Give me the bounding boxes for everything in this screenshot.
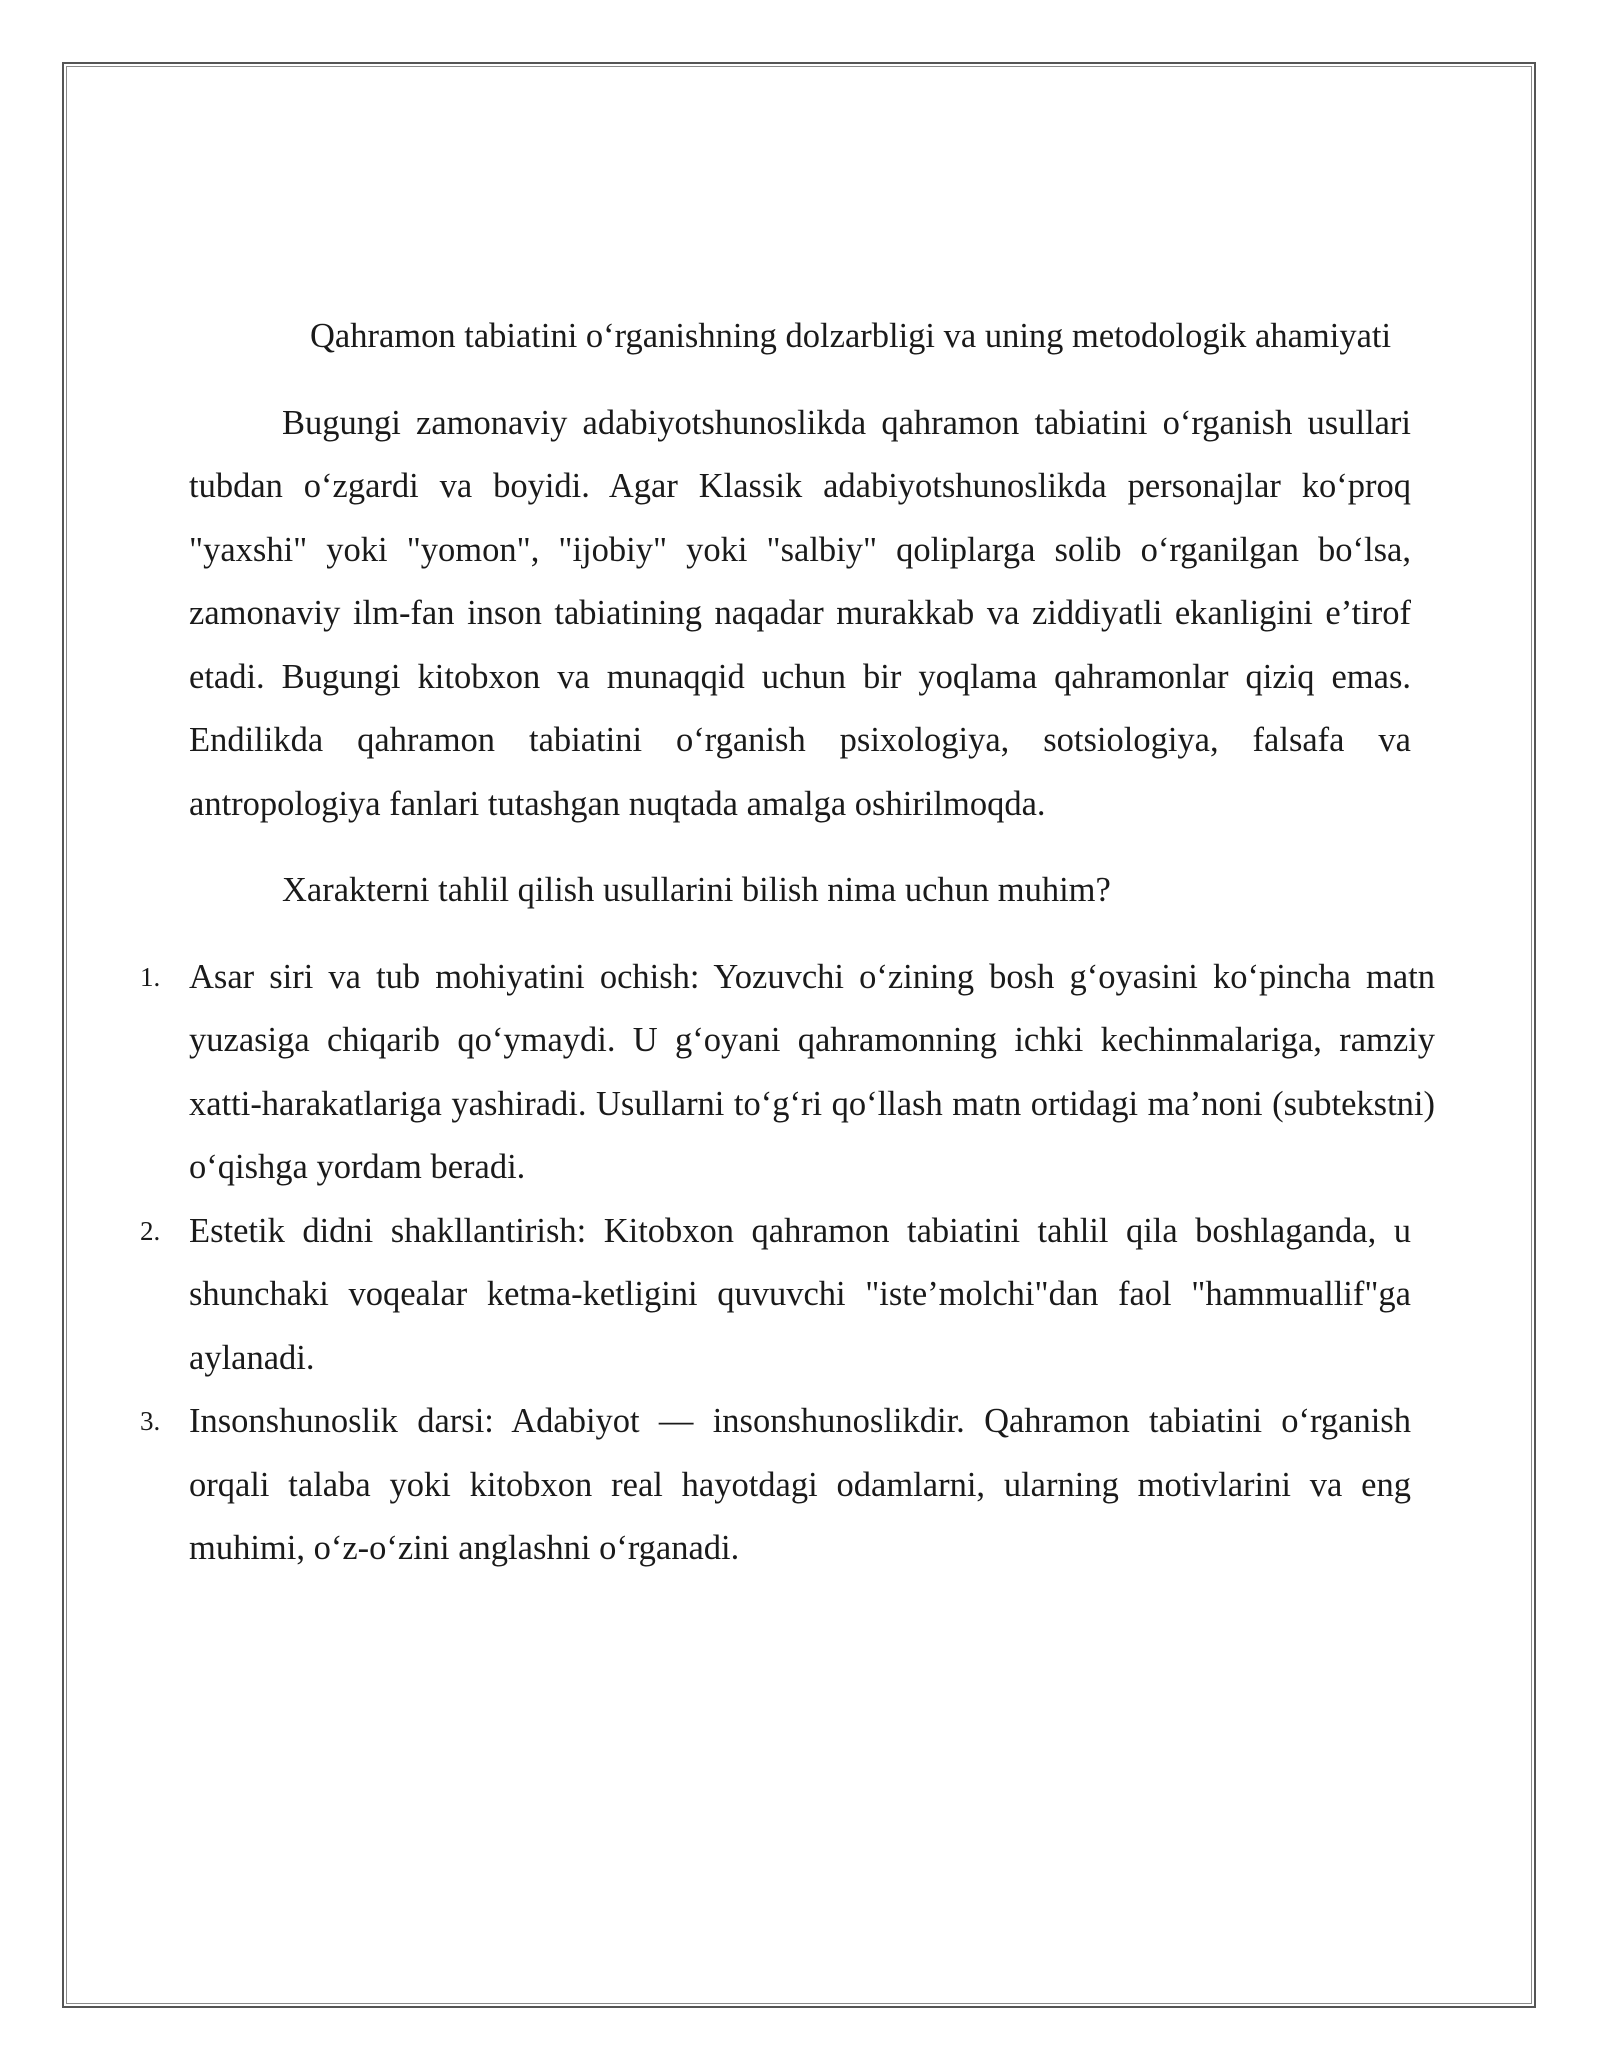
list-item-number: 3.: [140, 1406, 161, 1436]
section-question: Xarakterni tahlil qilish usullarini bilish nima uchun muhim?: [282, 871, 1111, 909]
list-item-text: Asar siri va tub mohiyatini ochish: Yozuvchi o‘zining bosh g‘oyasini ko‘pincha matn yuzasiga chiqarib qo‘ymaydi. U g‘oyani qahramonning ichki kechinmalariga, ramziy xatti-harakatlariga yashiradi. Usullarni to‘g‘ri qo‘llash matn ortidagi ma’noni (subtekstni) o‘qishga yordam beradi.: [189, 957, 1435, 1186]
list-item-text: Insonshunoslik darsi: Adabiyot — insonshunoslikdir. Qahramon tabiatini o‘rganish orqali talaba yoki kitobxon real hayotdagi odamlarni, ularning motivlarini va eng muhimi, o‘z-o‘zini anglashni o‘rganadi.: [189, 1402, 1411, 1567]
document-title: Qahramon tabiatini o‘rganishning dolzarbligi va uning metodologik ahamiyati: [310, 317, 1392, 355]
list-item: [140, 1390, 1411, 1581]
list-item-number: 1.: [140, 961, 161, 992]
numbered-list: [140, 946, 1435, 1581]
list-item-text: Estetik didni shakllantirish: Kitobxon qahramon tabiatini tahlil qila boshlaganda, u shunchaki voqealar ketma-ketligini quvuvchi "iste’molchi"dan faol "hammuallif"ga aylanadi.: [189, 1211, 1411, 1377]
list-item-number: 2.: [140, 1215, 161, 1246]
list-item: [140, 946, 1435, 1200]
list-item: [140, 1200, 1411, 1391]
document-body: [140, 305, 1435, 1581]
body-paragraph: Bugungi zamonaviy adabiyotshunoslikda qahramon tabiatini o‘rganish usullari tubdan o‘zgardi va boyidi. Agar Klassik adabiyotshunoslikda personajlar ko‘proq "yaxshi" yoki "yomon", "ijobiy" yoki "salbiy" qoliplarga solib o‘rganilgan bo‘lsa, zamonaviy ilm-fan inson tabiatining naqadar murakkab va ziddiyatli ekanligini e’tirof etadi. Bugungi kitobxon va munaqqid uchun bir yoqlama qahramonlar qiziq emas. Endilikda qahramon tabiatini o‘rganish psixologiya, sotsiologiya, falsafa va antropologiya fanlari tutashgan nuqtada amalga oshirilmoqda.: [189, 403, 1411, 823]
